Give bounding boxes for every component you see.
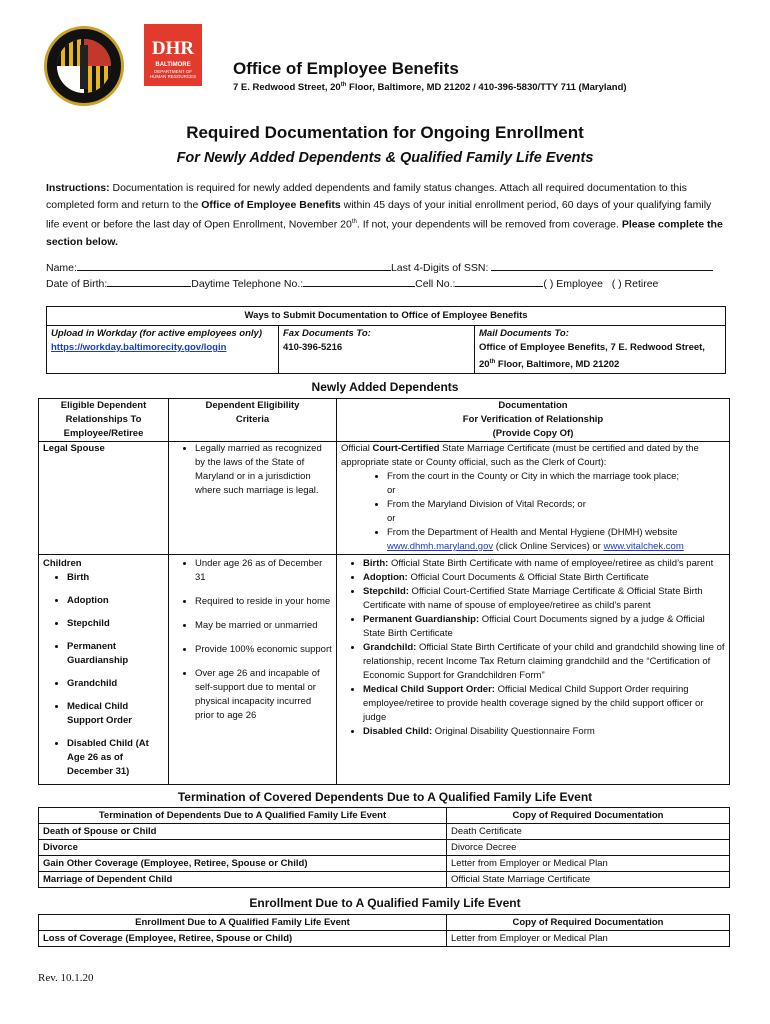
retiree-checkbox[interactable]: ( ) Retiree [611, 278, 659, 290]
upload-cell [47, 326, 279, 374]
revision-label: Rev. 10.1.20 [38, 972, 94, 984]
fax-label: Fax Documents To: [283, 328, 371, 339]
child-type-birth: • Birth [67, 571, 164, 585]
spouse-criteria-cell [169, 442, 337, 555]
children-label: Children [43, 558, 82, 569]
col-relationship-header: Eligible Dependent Relationships To Employee/Retiree [39, 399, 169, 442]
doc-medical-support: • Medical Child Support Order: Official Medical Child Support Order requiring employee/retiree to provide health coverage signed by the child support officer or judge [363, 683, 725, 725]
instructions-paragraph: Instructions: Documentation is required for newly added dependents and family status changes. Attach all required documentation to this completed form and return to the Office of Employee Benefits within 45 days of your initial enrollment period, 60 days of your qualifying family life event or before the last day of Open Enrollment, November 20th. If not, your dependents will be removed from coverage. Please complete the section below. [46, 182, 723, 248]
table-row [39, 856, 730, 872]
submit-methods-table [46, 306, 726, 374]
child-type-adoption: • Adoption [67, 594, 164, 608]
spouse-documentation-cell: Official Court-Certified State Marriage Certificate (must be certified and dated by the appropriate state or County official, such as the Clerk of Court): • From the court in the County or City in which the marriage took place; or • From the Maryland Division of Vital Records; or or • From the Department of Health and Mental Hygiene (DHMH) website www.dhmh.maryland.gov (click Online Services) or www.vitalchek.com [337, 442, 730, 555]
termination-event: Divorce [39, 840, 447, 856]
form-row-name [46, 260, 713, 274]
termination-doc: Death Certificate [447, 824, 730, 840]
cell-label: Cell No.: [415, 278, 456, 290]
spouse-doc-links: www.dhmh.maryland.gov (click Online Services) or www.vitalchek.com [387, 541, 684, 552]
spouse-criteria: • Legally married as recognized by the laws of the State of Maryland or in a jurisdiction where such marriage is legal. [195, 442, 332, 498]
ssn-field[interactable] [491, 260, 713, 271]
submit-methods-header: Ways to Submit Documentation to Office of Employee Benefits [47, 307, 726, 326]
office-address: 7 E. Redwood Street, 20th Floor, Baltimore, MD 21202 / 410-396-5830/TTY 711 (Maryland) [233, 82, 627, 94]
child-type-guardianship: • Permanent Guardianship [67, 640, 164, 668]
spouse-doc-dhmh: • From the Department of Health and Mental Hygiene (DHMH) website [387, 526, 725, 540]
spouse-doc-court: • From the court in the County or City in which the marriage took place; [387, 470, 725, 484]
table-row [39, 872, 730, 888]
children-criteria-cell [169, 555, 337, 785]
child-type-grandchild: • Grandchild [67, 677, 164, 691]
dob-field[interactable] [107, 276, 191, 287]
termination-event: Marriage of Dependent Child [39, 872, 447, 888]
table-row [39, 824, 730, 840]
doc-disabled: • Disabled Child: Original Disability Questionnaire Form [363, 725, 725, 739]
doc-stepchild: • Stepchild: Official Court-Certified State Marriage Certificate & Official State Birth Certificate with name of spouse of employee/retiree as child’s parent [363, 585, 725, 613]
child-type-medical-support: • Medical Child Support Order [67, 700, 164, 728]
enrollment-doc: Letter from Employer or Medical Plan [447, 931, 730, 947]
criteria-disabled: • Over age 26 and incapable of self-support due to mental or physical incapacity incurred prior to age 26 [195, 667, 332, 723]
mail-line2: 20th Floor, Baltimore, MD 21202 [479, 359, 620, 371]
doc-birth: • Birth: Official State Birth Certificate with name of employee/retiree as child’s parent [363, 557, 725, 571]
legal-spouse-label: Legal Spouse [39, 442, 169, 555]
termination-col2-header: Copy of Required Documentation [447, 808, 730, 824]
table-row [39, 931, 730, 947]
child-type-stepchild: • Stepchild [67, 617, 164, 631]
city-seal-logo [44, 26, 124, 106]
fax-cell [279, 326, 475, 374]
dhr-logo-dept: DEPARTMENT OF HUMAN RESOURCES [149, 69, 197, 79]
employee-checkbox[interactable]: ( ) Employee [543, 278, 603, 290]
enrollment-event: Loss of Coverage (Employee, Retiree, Spouse or Child) [39, 931, 447, 947]
criteria-married: • May be married or unmarried [195, 619, 332, 633]
termination-doc: Letter from Employer or Medical Plan [447, 856, 730, 872]
ssn-label: Last 4-Digits of SSN: [390, 262, 489, 274]
fax-number: 410-396-5216 [283, 342, 343, 353]
criteria-reside: • Required to reside in your home [195, 595, 332, 609]
upload-label: Upload in Workday (for active employees only) [51, 328, 262, 339]
children-cell [39, 555, 169, 785]
col-criteria-header: Dependent Eligibility Criteria [169, 399, 337, 442]
name-label: Name: [46, 262, 77, 274]
criteria-age: • Under age 26 as of December 31 [195, 557, 332, 585]
vitalchek-link[interactable]: www.vitalchek.com [603, 541, 684, 552]
dependents-table [38, 398, 730, 785]
dhr-logo [144, 24, 202, 106]
col-documentation-header: Documentation For Verification of Relationship (Provide Copy Of) [337, 399, 730, 442]
spouse-doc-vital-records: • From the Maryland Division of Vital Records; or [387, 498, 725, 512]
dependents-section-title: Newly Added Dependents [311, 380, 459, 394]
termination-table [38, 807, 730, 888]
dhmh-link[interactable]: www.dhmh.maryland.gov [387, 541, 494, 552]
enrollment-col1-header: Enrollment Due to A Qualified Family Life Event [39, 915, 447, 931]
table-row [39, 840, 730, 856]
termination-doc: Divorce Decree [447, 840, 730, 856]
criteria-support: • Provide 100% economic support [195, 643, 332, 657]
mail-line1: Office of Employee Benefits, 7 E. Redwood Street, [479, 342, 705, 353]
dob-label: Date of Birth: [46, 278, 108, 290]
termination-section-title: Termination of Covered Dependents Due to A Qualified Family Life Event [177, 790, 593, 804]
office-title: Office of Employee Benefits [233, 59, 459, 78]
enrollment-section-title: Enrollment Due to A Qualified Family Life Event [249, 896, 521, 910]
termination-col1-header: Termination of Dependents Due to A Qualified Family Life Event [39, 808, 447, 824]
name-field[interactable] [77, 260, 391, 271]
termination-event: Gain Other Coverage (Employee, Retiree, Spouse or Child) [39, 856, 447, 872]
spouse-doc-intro: Official Court-Certified State Marriage Certificate (must be certified and dated by the appropriate state or County official, such as the Clerk of Court): [341, 443, 699, 468]
document-subtitle: For Newly Added Dependents & Qualified Family Life Events [176, 150, 594, 166]
mail-label: Mail Documents To: [479, 328, 569, 339]
termination-doc: Official State Marriage Certificate [447, 872, 730, 888]
cell-field[interactable] [455, 276, 543, 287]
enrollment-table [38, 914, 730, 947]
doc-grandchild: • Grandchild: Official State Birth Certificate of your child and grandchild showing line of relationship, recent Income Tax Return claiming grandchild and the “Certification of Economic Support for Grandchildren Form” [363, 641, 725, 683]
dhr-logo-text: DHR [151, 38, 195, 59]
children-documentation-cell [337, 555, 730, 785]
enrollment-col2-header: Copy of Required Documentation [447, 915, 730, 931]
workday-link[interactable]: https://workday.baltimorecity.gov/login [51, 342, 227, 353]
doc-adoption: • Adoption: Official Court Documents & Official State Birth Certificate [363, 571, 725, 585]
dhr-logo-city: BALTIMORE [155, 62, 191, 68]
termination-event: Death of Spouse or Child [39, 824, 447, 840]
phone-field[interactable] [303, 276, 415, 287]
phone-label: Daytime Telephone No.: [191, 278, 304, 290]
doc-guardianship: • Permanent Guardianship: Official Court Documents signed by a judge & Official State Birth Certificate [363, 613, 725, 641]
seal-shield [57, 39, 111, 93]
mail-cell [475, 326, 726, 374]
document-title: Required Documentation for Ongoing Enrollment [186, 123, 584, 142]
form-row-dob [46, 276, 658, 290]
child-type-disabled: • Disabled Child (At Age 26 as of December 31) [67, 737, 164, 779]
